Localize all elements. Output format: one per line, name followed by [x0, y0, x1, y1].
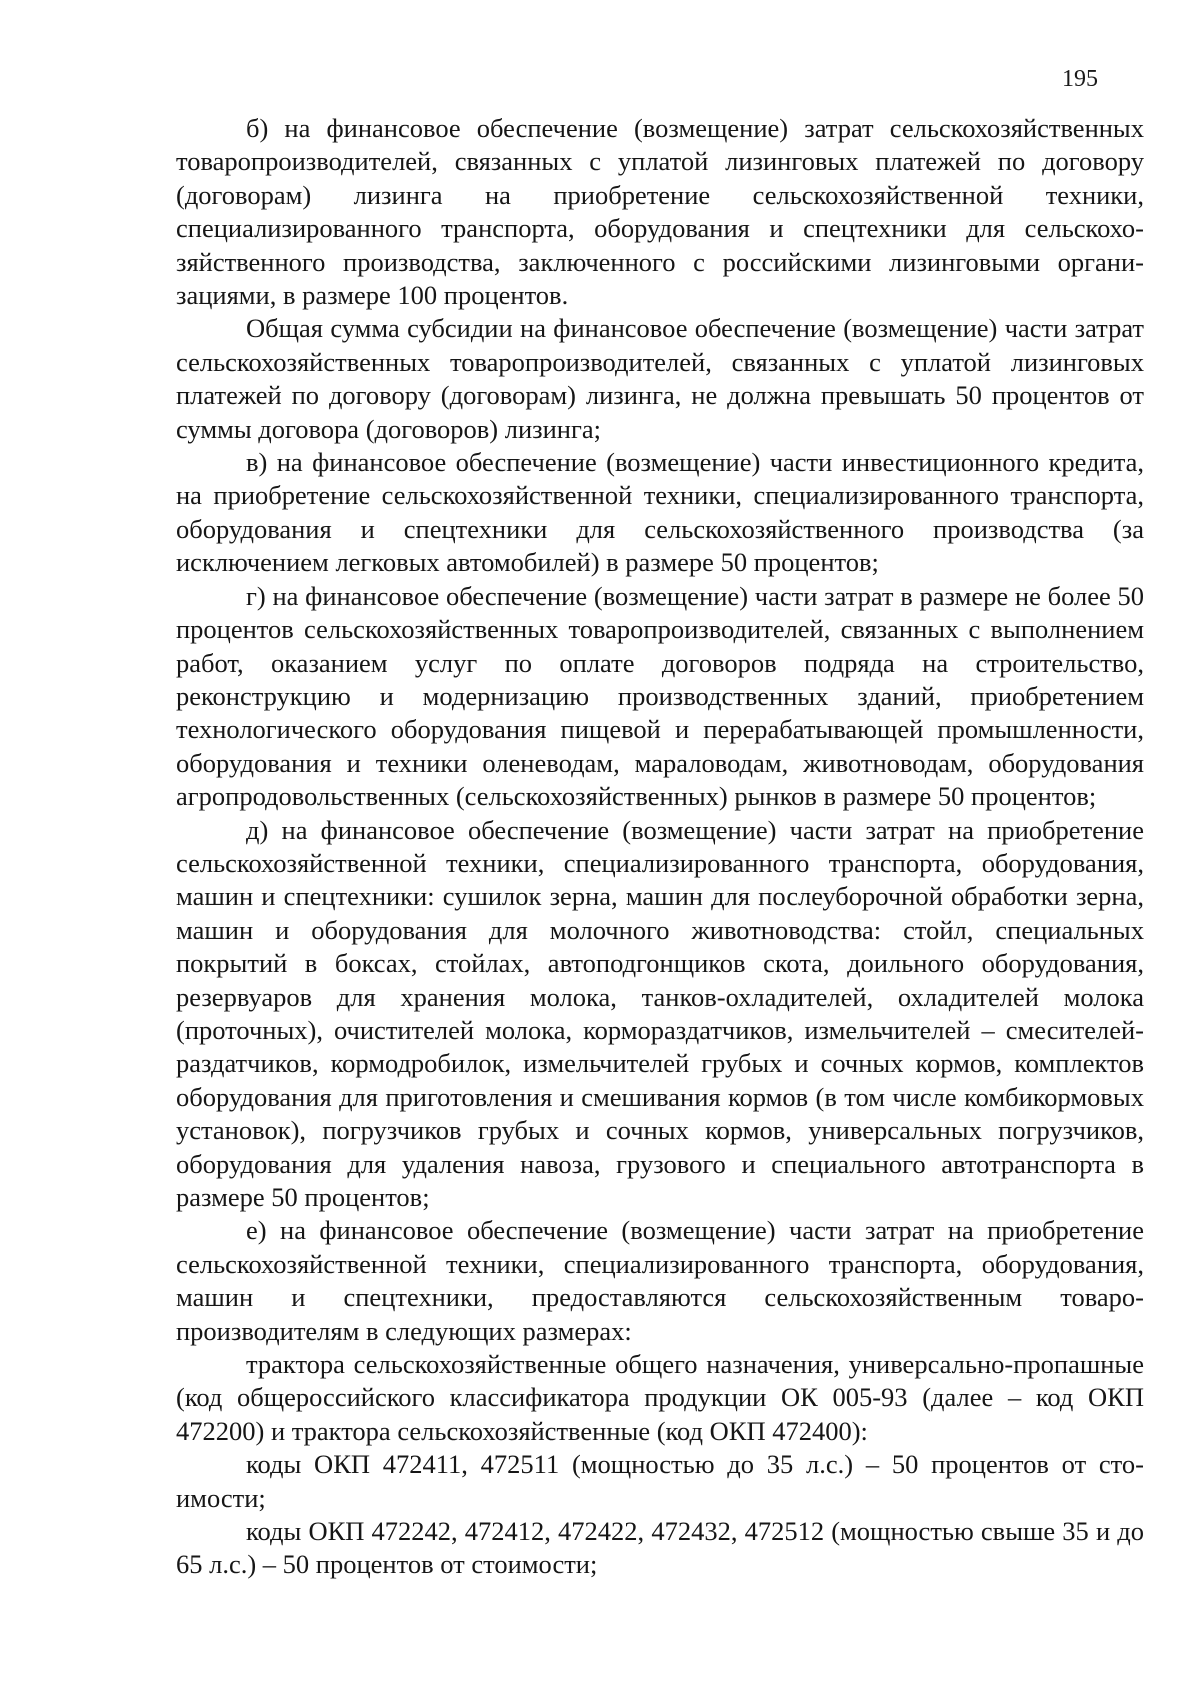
paragraph-e: е) на финансовое обеспечение (возмещение) части затрат на приобретение сельскохозяйственной техники, специализированного транспорта, оборудования, машин и спецтехники, предоставляются сельскохозяйственным товаропроизводителям в следующих размерах:: [176, 1215, 1144, 1346]
paragraph-total-subsidy: Общая сумма субсидии на финансовое обеспечение (возмещение) части затрат сельскохозяйственных товаропроизводителей, связанных с уплатой лизинговых платежей по договору (договорам) лизинга, не должна превышать 50 процентов от суммы договора (договоров) лизинга;: [176, 313, 1144, 444]
paragraph-tractors: трактора сельскохозяйственные общего назначения, универсально-пропашные (код общероссийского классификатора продукции ОК 005-93 (далее – код ОКП 472200) и трактора сельскохозяйственные (код ОКП 472400):: [176, 1349, 1144, 1446]
paragraph-codes-35-to-65: коды ОКП 472242, 472412, 472422, 472432, 472512 (мощностью свыше 35 и до 65 л.с.) – 50 процентов от стоимости;: [176, 1516, 1144, 1580]
page-number: 195: [1062, 66, 1098, 92]
paragraph-g: г) на финансовое обеспечение (возмещение) части затрат в размере не более 50 процентов сельскохозяйственных товаропроизводителей, связанных с выполнением работ, оказанием услуг по оплате договоров подряда на строительство, реконструкцию и модернизацию производственных зданий, приобретением технологического оборудования пищевой и перерабатывающей промышленности, оборудования и техники оленеводам, мараловодам, животноводам, оборудования агропродовольственных (сельскохозяйственных) рынков в размере 50 процентов;: [176, 580, 1144, 812]
paragraph-b: б) на финансовое обеспечение (возмещение) затрат сельскохозяйственных товаропроизводителей, связанных с уплатой лизинговых платежей по договору (договорам) лизинга на приобретение сельскохозяйственной техники, специализированного транспорта, оборудования и спецтехники для сельскохозяйственного производства, заключенного с российскими лизинговыми организациями, в размере 100 процентов.: [176, 113, 1144, 311]
paragraph-d: д) на финансовое обеспечение (возмещение) части затрат на приобретение сельскохозяйственной техники, специализированного транспорта, оборудования, машин и спецтехники: сушилок зерна, машин для послеуборочной обработки зерна, машин и оборудования для молочного животноводства: стойл, специальных покрытий в боксах, стойлах, автоподгонщиков скота, доильного оборудования, резервуаров для хранения молока, танков-охладителей, охладителей молока (проточных), очистителей молока, кормораздатчиков, измельчителей – смесителей-раздатчиков, кормодробилок, измельчителей грубых и сочных кормов, комплектов оборудования для приготовления и смешивания кормов (в том числе комбикормовых установок), погрузчиков грубых и сочных кормов, универсальных погрузчиков, оборудования для удаления навоза, грузового и специального автотранспорта в размере 50 процентов;: [176, 814, 1144, 1212]
paragraph-v: в) на финансовое обеспечение (возмещение) части инвестиционного кредита, на приобретение сельскохозяйственной техники, специализированного транспорта, оборудования и спецтехники для сельскохозяйственного производства (за исключением легковых автомобилей) в размере 50 процентов;: [176, 447, 1144, 578]
paragraph-codes-up-to-35: коды ОКП 472411, 472511 (мощностью до 35 л.с.) – 50 процентов от стоимости;: [176, 1449, 1144, 1513]
document-body: [176, 112, 1144, 1582]
